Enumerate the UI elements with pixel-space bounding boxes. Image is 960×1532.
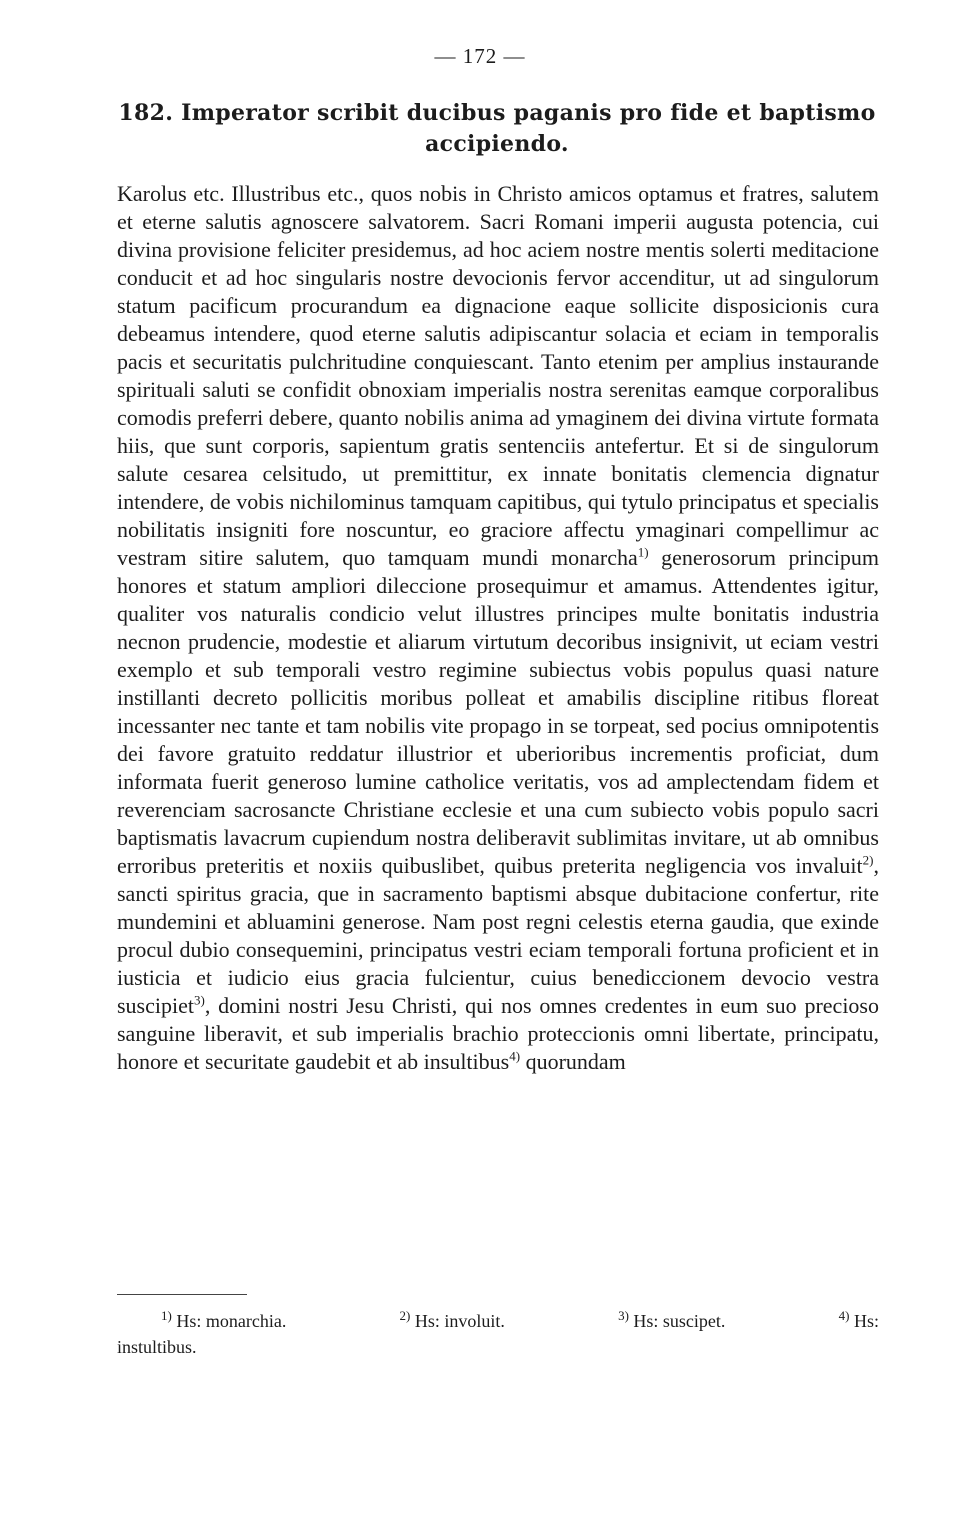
footnotes: [117, 1308, 879, 1360]
footnote-2: [400, 1308, 505, 1334]
footnote-continuation: instultibus.: [117, 1337, 197, 1357]
footnote-text-4: Hs:: [849, 1311, 879, 1331]
footnote-3: [618, 1308, 725, 1334]
body-segment-1: Karolus etc. Illustribus etc., quos nobis in Christo amicos optamus et fratres, salutem et eterne salutis agnoscere salvatorem. Sacri Romani imperii augusta potencia, cui divina provisione feliciter presidemus, ad hoc aciem nostre mentis solerti meditacione conducit et ad hoc singularis nostre devocionis fervor accenditur, ut ad singulorum statum pacificum procurandum ea dignacione eaque sollicite disposicionis cura debeamus intendere, quod eterne salutis adipiscantur solacia et eciam in temporalis pacis et securitatis pulchritudine conquiescant. Tanto etenim per amplius instaurande spirituali saluti se confidit obnoxiam imperialis nostra serenitas eamque corporalibus comodis preferri debere, quanto nobilis anima ad ymaginem dei divina virtute formata hiis, que sunt corporis, sapientum gratis sentenciis antefertur. Et si de singulorum salute cesarea celsitudo, ut premittitur, ex innate bonitatis clemencia dignatur intendere, de vobis nichilominus tamquam capitibus, qui tytulo principatus et specialis nobilitatis insigniti fore noscuntur, eo graciore affectu ymaginari compellimur ac vestram sitire salutem, quo tamquam mundi monarcha: [117, 181, 879, 570]
footnote-mark-2: 2): [399, 1308, 411, 1323]
footnote-text-2: Hs: involuit.: [410, 1311, 505, 1331]
footnote-text-3: Hs: suscipet.: [628, 1311, 726, 1331]
footnote-ref-3: 3): [194, 992, 205, 1008]
footnote-text-1: Hs: monarchia.: [171, 1311, 287, 1331]
footnote-ref-2: 2): [862, 852, 874, 868]
body-text: [117, 180, 879, 1076]
footnote-mark-1: 1): [161, 1308, 172, 1323]
footnote-divider: [117, 1294, 247, 1295]
footnote-mark-3: 3): [618, 1308, 629, 1323]
body-segment-4: , domini nostri Jesu Christi, qui nos omnes credentes in eum suo precioso sanguine liberavit, et sub imperialis brachio proteccionis omni libertate, principatu, honore et securitate gaudebit et ab insultibus: [117, 993, 879, 1074]
body-segment-5: quorundam: [520, 1049, 626, 1074]
footnote-1: [117, 1308, 286, 1334]
document-heading: 182. Imperator scribit ducibus paganis pro fide et baptismo accipiendo.: [118, 100, 876, 157]
footnote-line: [117, 1308, 879, 1334]
footnote-ref-4: 4): [509, 1048, 521, 1064]
body-paragraph: [117, 180, 879, 1076]
footnote-mark-4: 4): [838, 1308, 850, 1323]
footnote-ref-1: 1): [637, 544, 649, 560]
page-number: — 172 —: [434, 44, 526, 68]
footnote-4: [839, 1308, 879, 1334]
body-segment-2: generosorum principum honores et statum ampliori dileccione prosequimur et amamus. Attendentes igitur, qualiter vos naturalis condicio velut illustres principes multe bonitatis industria necnon prudencie, modestie et aliarum virtutum decoribus insignivit, ut eciam vestri exemplo et sub temporali vestro regimine subiectus vobis populus quasi nature instillanti decreto pollicitis moribus polleat et amabilis discipline ritibus floreat incessanter nec tante et tam nobilis vite propago in se torpeat, sed pocius omnipotentis dei favore gratuito reddatur illustrior et uberioribus incrementis proficiat, dum informata fuerit generoso lumine catholice veritatis, vos ad amplectendam fidem et reverenciam sacrosancte Christiane ecclesie et una cum subiecto vobis populo sacri baptismatis lavacrum cupiendum nostra deliberavit sublimitas invitare, ut ab omnibus erroribus preteritis et noxiis quibuslibet, quibus preterita negligencia vos invaluit: [117, 545, 879, 878]
body-segment-3: , sancti spiritus gracia, que in sacramento baptismi absque dubitacione confertur, rite mundemini et abluamini generose. Nam post regni celestis eterna gaudia, que exinde procul dubio consequemini, principatus vestri eciam temporali fortuna proficient et in iusticia et iudicio eius gracia fulcientur, cuius benediccionem devocio vestra suscipiet: [117, 853, 879, 1018]
